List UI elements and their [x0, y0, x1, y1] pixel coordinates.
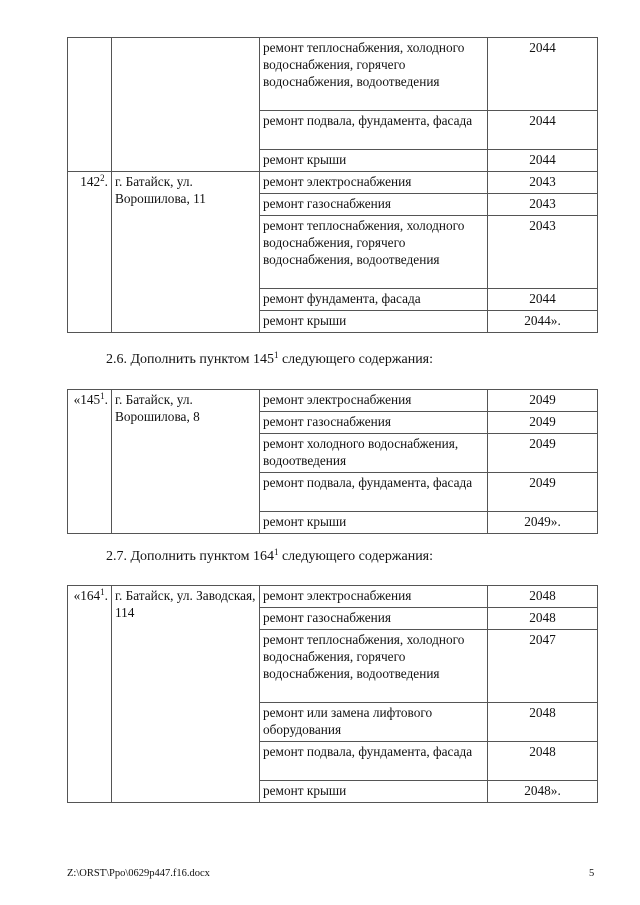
work-cell: ремонт крыши: [260, 150, 488, 172]
year-cell: 2049: [488, 434, 598, 473]
address-cell: [112, 38, 260, 172]
item-number-cell: [68, 390, 112, 534]
work-cell: ремонт фундамента, фасада: [260, 289, 488, 311]
work-cell: ремонт или замена лифтового оборудования: [260, 703, 488, 742]
year-cell: 2049: [488, 390, 598, 412]
year-cell: 2048».: [488, 781, 598, 803]
table-row: [68, 586, 598, 608]
repair-schedule-table-continued: [67, 37, 598, 333]
work-cell: ремонт подвала, фундамента, фасада: [260, 473, 488, 512]
work-cell: ремонт теплоснабжения, холодного водоснабжения, горячего водоснабжения, водоотведения: [260, 630, 488, 703]
paragraph-superscript: 1: [273, 350, 279, 360]
work-cell: ремонт электроснабжения: [260, 172, 488, 194]
year-cell: 2044: [488, 289, 598, 311]
year-cell: 2049: [488, 412, 598, 434]
year-cell: 2048: [488, 586, 598, 608]
work-cell: ремонт крыши: [260, 512, 488, 534]
work-cell: ремонт газоснабжения: [260, 412, 488, 434]
table-row: [68, 172, 598, 194]
paragraph-superscript: 1: [273, 547, 279, 557]
work-cell: ремонт газоснабжения: [260, 194, 488, 216]
address-cell: г. Батайск, ул. Заводская, 114: [112, 586, 260, 803]
repair-schedule-table-145: [67, 389, 598, 534]
year-cell: 2047: [488, 630, 598, 703]
item-number-suffix: .: [104, 174, 108, 189]
work-cell: ремонт крыши: [260, 781, 488, 803]
work-cell: ремонт электроснабжения: [260, 390, 488, 412]
item-number-cell: [68, 586, 112, 803]
year-cell: 2043: [488, 216, 598, 289]
paragraph-text: 2.7. Дополнить пунктом 164: [106, 549, 274, 564]
work-cell: ремонт крыши: [260, 311, 488, 333]
year-cell: 2049».: [488, 512, 598, 534]
work-cell: ремонт теплоснабжения, холодного водоснабжения, горячего водоснабжения, водоотведения: [260, 216, 488, 289]
table-row: [68, 38, 598, 111]
year-cell: 2044: [488, 150, 598, 172]
work-cell: ремонт подвала, фундамента, фасада: [260, 742, 488, 781]
work-cell: ремонт газоснабжения: [260, 608, 488, 630]
paragraph-text-suffix: следующего содержания:: [278, 549, 434, 564]
year-cell: 2044: [488, 111, 598, 150]
work-cell: ремонт теплоснабжения, холодного водоснабжения, горячего водоснабжения, водоотведения: [260, 38, 488, 111]
work-cell: ремонт холодного водоснабжения, водоотведения: [260, 434, 488, 473]
year-cell: 2043: [488, 172, 598, 194]
item-number-suffix: .: [104, 392, 108, 407]
item-number: «145: [73, 392, 101, 407]
footer-file-path: Z:\ORST\Ppo\0629p447.f16.docx: [67, 868, 210, 879]
paragraph-2-7: [106, 548, 433, 565]
year-cell: 2043: [488, 194, 598, 216]
year-cell: 2048: [488, 608, 598, 630]
year-cell: 2048: [488, 742, 598, 781]
year-cell: 2048: [488, 703, 598, 742]
paragraph-2-6: [106, 351, 433, 368]
page-number: 5: [589, 868, 595, 879]
year-cell: 2049: [488, 473, 598, 512]
item-number-superscript: 1: [100, 587, 105, 597]
paragraph-text: 2.6. Дополнить пунктом 145: [106, 352, 274, 367]
item-number-cell: [68, 38, 112, 172]
repair-schedule-table-164: [67, 585, 598, 803]
address-cell: г. Батайск, ул. Ворошилова, 11: [112, 172, 260, 333]
work-cell: ремонт электроснабжения: [260, 586, 488, 608]
year-cell: 2044».: [488, 311, 598, 333]
item-number-cell: [68, 172, 112, 333]
address-cell: г. Батайск, ул. Ворошилова, 8: [112, 390, 260, 534]
item-number-suffix: .: [104, 588, 108, 603]
item-number-superscript: 1: [100, 391, 105, 401]
item-number: «164: [73, 588, 101, 603]
paragraph-text-suffix: следующего содержания:: [278, 352, 434, 367]
work-cell: ремонт подвала, фундамента, фасада: [260, 111, 488, 150]
item-number-superscript: 2: [100, 173, 105, 183]
item-number: 142: [80, 174, 101, 189]
year-cell: 2044: [488, 38, 598, 111]
table-row: [68, 390, 598, 412]
